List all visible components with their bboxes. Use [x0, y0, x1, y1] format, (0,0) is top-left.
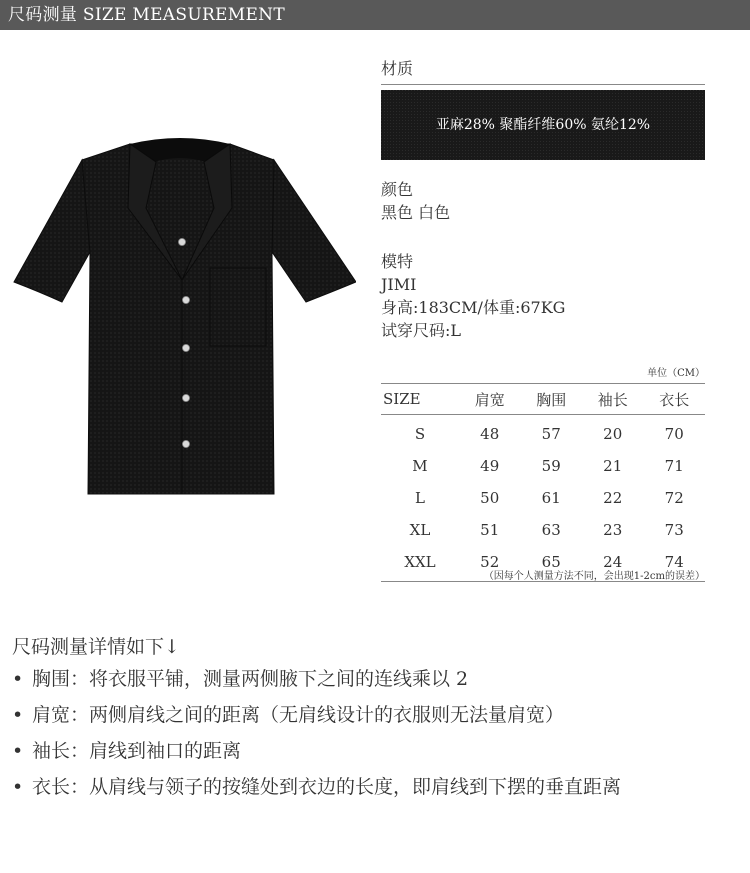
bullet-icon: • — [12, 668, 24, 690]
header-sleeve: 袖长 — [582, 384, 644, 415]
model-label: 模特 — [381, 252, 414, 271]
table-cell: M — [412, 457, 428, 475]
measurement-details — [12, 633, 742, 805]
table-cell: 59 — [541, 457, 561, 475]
table-cell: 74 — [643, 546, 705, 582]
header-size: SIZE — [381, 384, 459, 415]
color-label: 颜色 — [381, 180, 414, 199]
list-item — [12, 697, 742, 733]
model-size: 试穿尺码:L — [381, 321, 462, 340]
product-info — [381, 58, 705, 342]
table-cell: 61 — [541, 489, 561, 507]
page-title: 尺码测量 SIZE MEASUREMENT — [8, 5, 285, 25]
table-cell: 50 — [480, 489, 500, 507]
list-item — [12, 733, 742, 769]
table-cell: 65 — [520, 546, 582, 582]
unit-label: 单位（CM） — [647, 368, 705, 379]
table-cell: 20 — [603, 425, 623, 443]
list-item-text: 袖长：肩线到袖口的距离 — [32, 740, 242, 762]
color-value: 黑色 白色 — [381, 203, 451, 222]
bullet-icon: • — [12, 776, 24, 798]
list-item-text: 衣长：从肩线与领子的按缝处到衣边的长度，即肩线到下摆的垂直距离 — [32, 776, 622, 798]
details-title: 尺码测量详情如下↓ — [12, 636, 180, 658]
bullet-icon: • — [12, 740, 24, 762]
table-cell: 63 — [541, 521, 561, 539]
product-image — [6, 132, 356, 497]
table-cell: 70 — [664, 425, 684, 443]
table-cell: 51 — [480, 521, 500, 539]
header-bar — [0, 0, 750, 30]
table-cell: 73 — [664, 521, 684, 539]
material-value: 亚麻28% 聚酯纤维60% 氨纶12% — [435, 117, 651, 133]
table-row — [381, 450, 705, 482]
list-item-text: 肩宽：两侧肩线之间的距离（无肩线设计的衣服则无法量肩宽） — [32, 704, 565, 726]
material-swatch — [381, 90, 705, 160]
list-item — [12, 769, 742, 805]
model-stats: 身高:183CM/体重:67KG — [381, 298, 566, 317]
model-name: JIMI — [381, 275, 417, 294]
bullet-icon: • — [12, 704, 24, 726]
size-table — [381, 383, 705, 582]
list-item — [12, 661, 742, 697]
model-section — [381, 251, 705, 342]
table-cell: 52 — [459, 546, 521, 582]
table-row — [381, 514, 705, 546]
table-row — [381, 415, 705, 451]
table-cell: XXL — [381, 546, 459, 582]
measurement-note: （因每个人测量方法不同，会出现1-2cm的误差） — [483, 571, 705, 582]
color-section — [381, 179, 705, 224]
header-length: 衣长 — [643, 384, 705, 415]
table-cell: 48 — [480, 425, 500, 443]
table-cell: 21 — [603, 457, 623, 475]
material-label: 材质 — [381, 59, 414, 78]
table-cell: XL — [409, 521, 431, 539]
table-cell: 23 — [603, 521, 623, 539]
shirt-illustration — [6, 132, 356, 497]
table-cell: 71 — [664, 457, 684, 475]
header-shoulder: 肩宽 — [459, 384, 521, 415]
table-cell: S — [414, 425, 426, 443]
table-cell: 22 — [603, 489, 623, 507]
material-section — [381, 58, 705, 160]
table-header-row — [381, 384, 705, 415]
table-cell: 72 — [664, 489, 684, 507]
table-cell: 57 — [541, 425, 561, 443]
header-chest: 胸围 — [520, 384, 582, 415]
table-cell: 49 — [480, 457, 500, 475]
table-cell: L — [414, 489, 425, 507]
table-row — [381, 482, 705, 514]
list-item-text: 胸围：将衣服平铺，测量两侧腋下之间的连线乘以 2 — [32, 668, 469, 690]
divider — [381, 84, 705, 85]
table-cell: 24 — [582, 546, 644, 582]
